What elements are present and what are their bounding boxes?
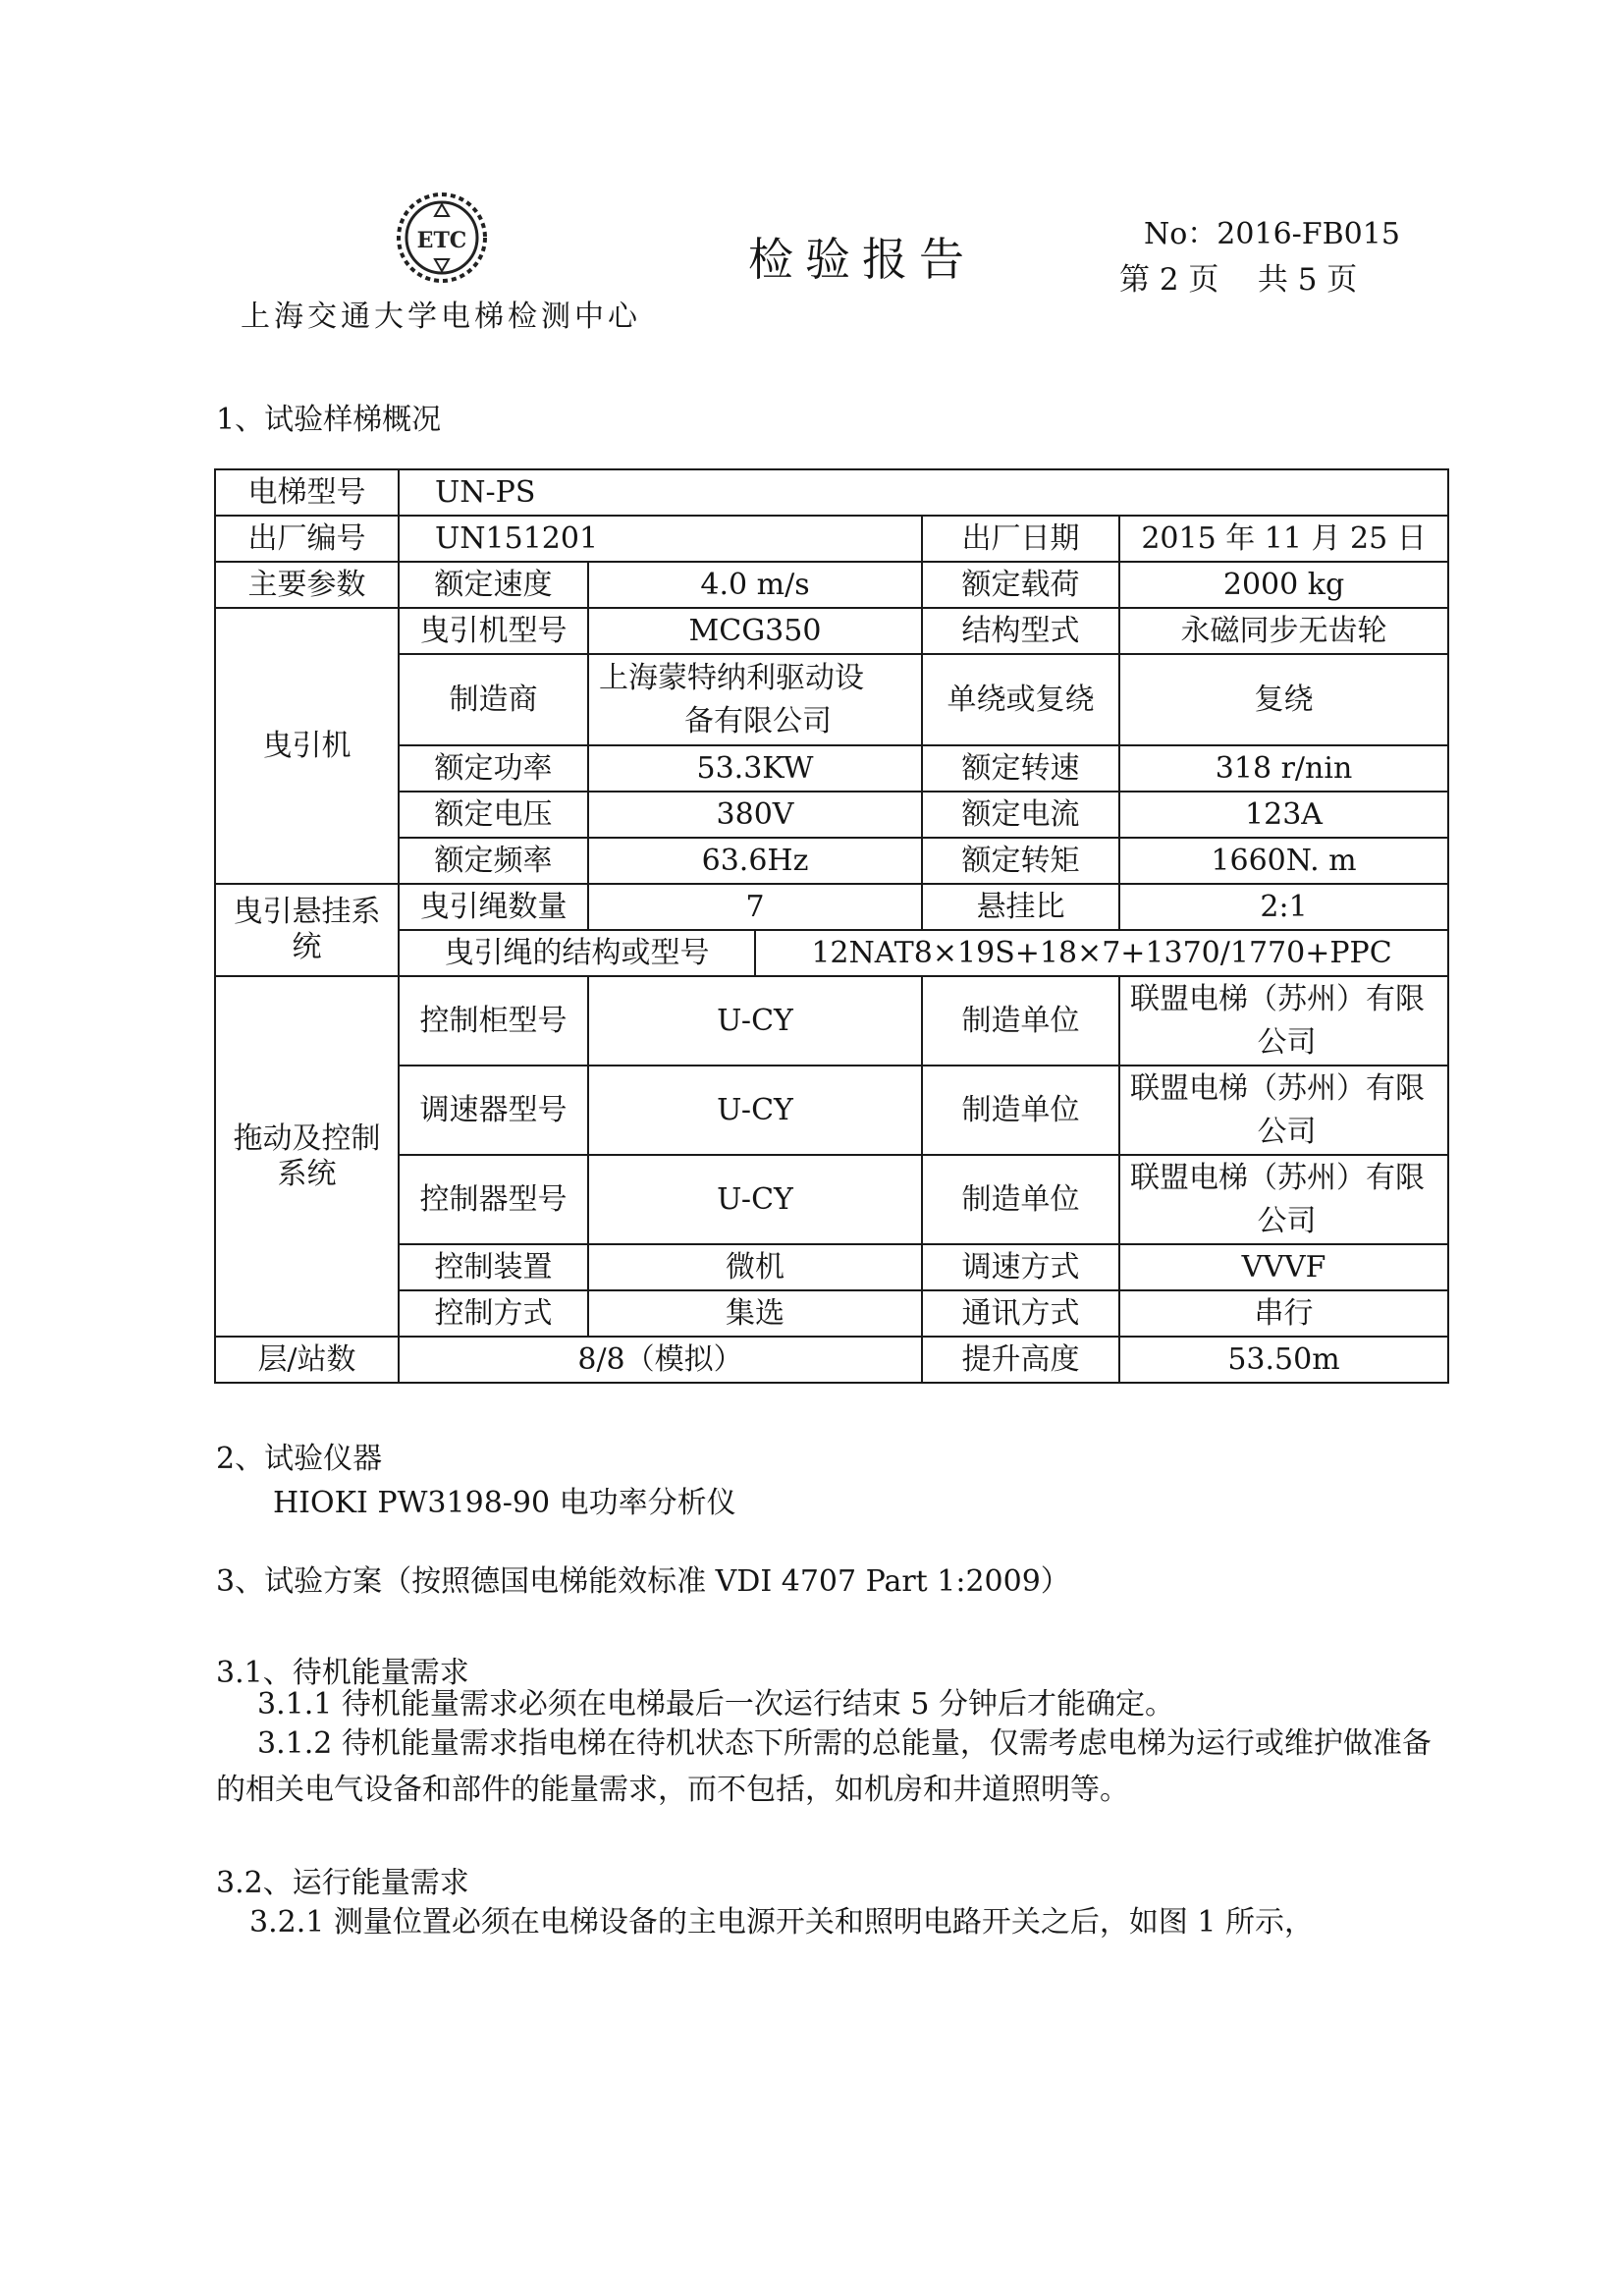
manufacturer-line2: 备有限公司 — [684, 703, 832, 738]
drive-control-label-line1: 拖动及控制 — [233, 1121, 381, 1156]
freq-value: 63.6Hz — [588, 838, 922, 884]
suspension-label — [215, 884, 399, 976]
rope-count-value: 7 — [588, 884, 922, 930]
ratio-value: 2:1 — [1119, 884, 1448, 930]
suspension-label-line1: 曳引悬挂系 — [233, 895, 381, 929]
drive-control-label — [215, 976, 399, 1337]
ratio-label: 悬挂比 — [922, 884, 1119, 930]
document-title: 检验报告 — [748, 233, 976, 286]
controller-maker-line2: 公司 — [1257, 1203, 1317, 1238]
governor-maker-line1: 联盟电梯（苏州）有限 — [1130, 1070, 1425, 1106]
governor-maker-label: 制造单位 — [922, 1066, 1119, 1155]
manufacturer-line1: 上海蒙特纳利驱动设 — [599, 660, 864, 695]
tm-model-value: MCG350 — [588, 608, 922, 654]
speed-mode-label: 调速方式 — [922, 1244, 1119, 1290]
power-value: 53.3KW — [588, 745, 922, 792]
winding-value: 复绕 — [1119, 654, 1448, 745]
section31-heading: 3.1、待机能量需求 — [216, 1656, 469, 1690]
cabinet-maker-line2: 公司 — [1257, 1024, 1317, 1060]
controller-maker-label: 制造单位 — [922, 1155, 1119, 1244]
serial-label: 出厂编号 — [215, 516, 399, 562]
manufacturer-value — [588, 654, 922, 745]
elevator-spec-table — [214, 468, 1449, 1384]
structure-label: 结构型式 — [922, 608, 1119, 654]
section1-heading: 1、试验样梯概况 — [216, 403, 442, 437]
model-value: UN-PS — [399, 469, 1448, 516]
section2-heading: 2、试验仪器 — [216, 1442, 383, 1476]
paragraph-312: 3.1.2 待机能量需求指电梯在待机状态下所需的总能量，仅需考虑电梯为运行或维护做准备的相关电气设备和部件的能量需求，而不包括，如机房和井道照明等。 — [216, 1726, 1432, 1807]
serial-value: UN151201 — [399, 516, 922, 562]
rope-structure-value: 12NAT8×19S+18×7+1370/1770+PPC — [755, 930, 1448, 976]
winding-label: 单绕或复绕 — [922, 654, 1119, 745]
paragraph-321: 3.2.1 测量位置必须在电梯设备的主电源开关和照明电路开关之后，如图 1 所示， — [249, 1905, 1315, 1940]
rope-structure-label: 曳引绳的结构或型号 — [399, 930, 755, 976]
drive-control-label-line2: 系统 — [277, 1156, 337, 1191]
current-label: 额定电流 — [922, 792, 1119, 838]
section3-heading: 3、试验方案（按照德国电梯能效标准 VDI 4707 Part 1:2009） — [216, 1564, 1070, 1599]
controller-maker-line1: 联盟电梯（苏州）有限 — [1130, 1160, 1425, 1195]
current-value: 123A — [1119, 792, 1448, 838]
floors-value: 8/8（模拟） — [399, 1337, 922, 1383]
rpm-label: 额定转速 — [922, 745, 1119, 792]
cabinet-maker-value — [1119, 976, 1448, 1066]
floors-label: 层/站数 — [215, 1337, 399, 1383]
suspension-label-line2: 统 — [292, 930, 322, 964]
paragraph-311: 3.1.1 待机能量需求必须在电梯最后一次运行结束 5 分钟后才能确定。 — [257, 1687, 1175, 1722]
rpm-value: 318 r/nin — [1119, 745, 1448, 792]
freq-label: 额定频率 — [399, 838, 588, 884]
control-device-value: 微机 — [588, 1244, 922, 1290]
controller-value: U-CY — [588, 1155, 922, 1244]
etc-logo-icon — [391, 187, 493, 289]
comm-label: 通讯方式 — [922, 1290, 1119, 1337]
structure-value: 永磁同步无齿轮 — [1119, 608, 1448, 654]
cabinet-label: 控制柜型号 — [399, 976, 588, 1066]
rated-speed-label: 额定速度 — [399, 562, 588, 608]
comm-value: 串行 — [1119, 1290, 1448, 1337]
rope-count-label: 曳引绳数量 — [399, 884, 588, 930]
page-info: 第 2 页 共 5 页 — [1119, 262, 1358, 298]
instrument-item: HIOKI PW3198-90 电功率分析仪 — [273, 1486, 736, 1520]
control-device-label: 控制装置 — [399, 1244, 588, 1290]
main-params-label: 主要参数 — [215, 562, 399, 608]
voltage-value: 380V — [588, 792, 922, 838]
section32-heading: 3.2、运行能量需求 — [216, 1866, 469, 1900]
voltage-label: 额定电压 — [399, 792, 588, 838]
controller-maker-value — [1119, 1155, 1448, 1244]
manufacturer-label: 制造商 — [399, 654, 588, 745]
lift-height-value: 53.50m — [1119, 1337, 1448, 1383]
controller-label: 控制器型号 — [399, 1155, 588, 1244]
power-label: 额定功率 — [399, 745, 588, 792]
report-number: No：2016-FB015 — [1144, 217, 1400, 251]
control-mode-value: 集选 — [588, 1290, 922, 1337]
governor-maker-line2: 公司 — [1257, 1114, 1317, 1149]
speed-mode-value: VVVF — [1119, 1244, 1448, 1290]
rated-load-label: 额定载荷 — [922, 562, 1119, 608]
logo-text: ETC — [416, 228, 467, 253]
cabinet-maker-label: 制造单位 — [922, 976, 1119, 1066]
tm-model-label: 曳引机型号 — [399, 608, 588, 654]
cabinet-maker-line1: 联盟电梯（苏州）有限 — [1130, 981, 1425, 1016]
traction-machine-label: 曳引机 — [215, 608, 399, 884]
torque-value: 1660N. m — [1119, 838, 1448, 884]
date-label: 出厂日期 — [922, 516, 1119, 562]
date-value: 2015 年 11 月 25 日 — [1119, 516, 1448, 562]
model-label: 电梯型号 — [215, 469, 399, 516]
rated-load-value: 2000 kg — [1119, 562, 1448, 608]
governor-maker-value — [1119, 1066, 1448, 1155]
torque-label: 额定转矩 — [922, 838, 1119, 884]
rated-speed-value: 4.0 m/s — [588, 562, 922, 608]
governor-value: U-CY — [588, 1066, 922, 1155]
cabinet-value: U-CY — [588, 976, 922, 1066]
lift-height-label: 提升高度 — [922, 1337, 1119, 1383]
governor-label: 调速器型号 — [399, 1066, 588, 1155]
control-mode-label: 控制方式 — [399, 1290, 588, 1337]
organization-name: 上海交通大学电梯检测中心 — [241, 300, 641, 334]
